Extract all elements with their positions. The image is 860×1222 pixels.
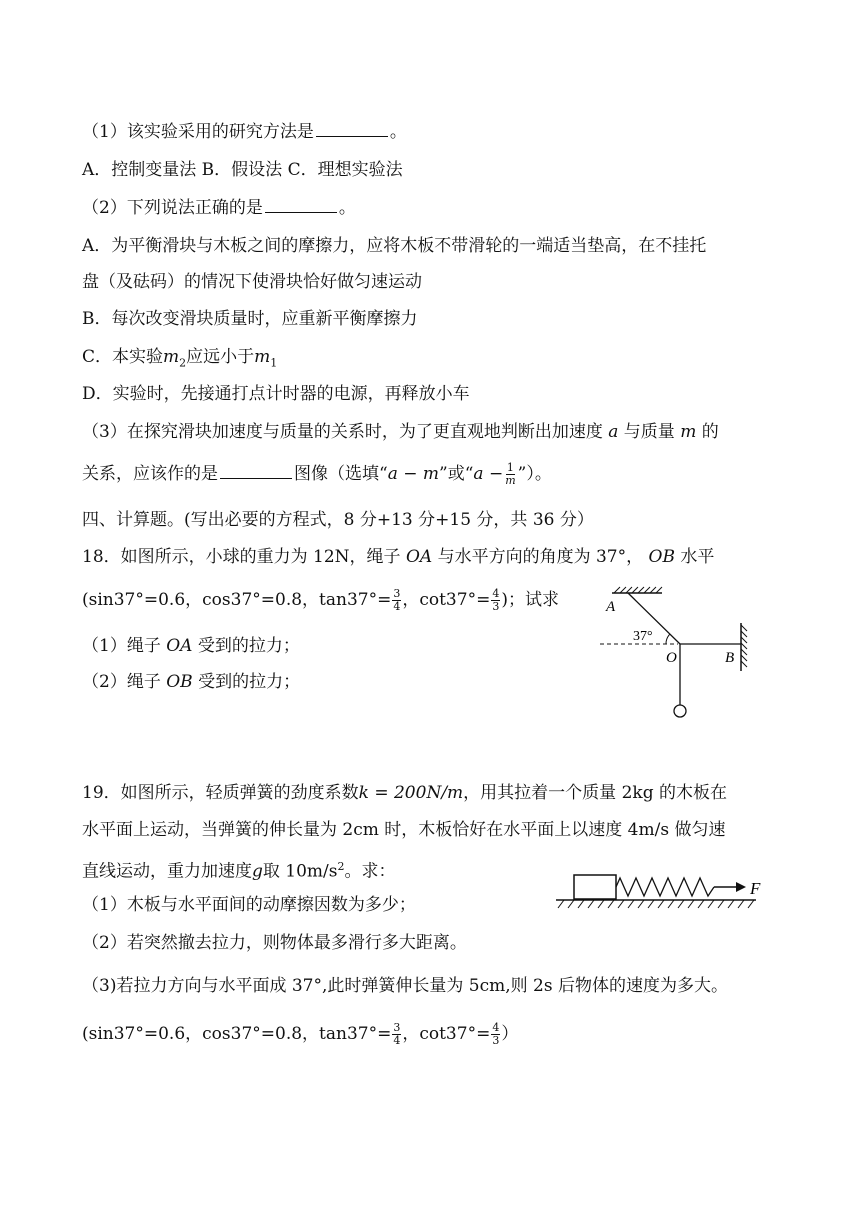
- numerator: 4: [492, 587, 500, 600]
- q3-text: （3）在探究滑块加速度与质量的关系时，为了更直观地判断出加速度: [82, 422, 603, 442]
- p19-trig: [82, 1022, 518, 1047]
- p19-text: 19．如图所示，轻质弹簧的劲度系数: [82, 783, 359, 803]
- q1-stem-text: （1）该实验采用的研究方法是: [82, 122, 314, 142]
- fraction-4-3: [491, 1022, 500, 1047]
- wall-hatch: [741, 625, 747, 667]
- q2-option-d: D．实验时，先接通打点计时器的电源，再释放小车: [82, 384, 470, 404]
- p18-sub1: [82, 634, 300, 658]
- ceiling-hatch: [614, 587, 662, 593]
- p19-line3: [82, 855, 396, 884]
- ball: [674, 705, 686, 717]
- q2-stem-end: 。: [338, 198, 356, 218]
- answer-blank[interactable]: [265, 196, 337, 213]
- numerator: 1: [506, 461, 514, 474]
- angle-arc: [666, 634, 670, 644]
- denominator: 4: [393, 1034, 401, 1047]
- q1-stem: [82, 120, 407, 144]
- q3-text: 与质量: [623, 422, 675, 442]
- math-oa: OA: [166, 636, 193, 656]
- numerator: 3: [393, 587, 401, 600]
- math-a: a: [608, 422, 619, 442]
- p18-text: 受到的拉力；: [197, 636, 300, 656]
- fraction-1-over-m: [504, 462, 516, 487]
- fraction-3-4: [392, 588, 401, 613]
- q2-option-c-text: C．本实验: [82, 347, 164, 367]
- arrow-head: [736, 882, 746, 892]
- math-ob: OB: [166, 672, 193, 692]
- q2-stem: [82, 196, 356, 220]
- label-b: B: [725, 650, 735, 666]
- q3-text: 的: [701, 422, 719, 442]
- p19-text: 10m/s: [285, 861, 338, 882]
- ground-hatch: [558, 900, 754, 908]
- p19-text: (sin37°=0.6，cos37°=0.8，tan37°=: [82, 1024, 392, 1044]
- q3-line1: [82, 420, 719, 444]
- p18-trig: [82, 588, 559, 613]
- p18-text: 水平: [680, 547, 715, 567]
- q1-options: A．控制变量法 B．假设法 C．理想实验法: [82, 160, 403, 180]
- p19-sub3: （3)若拉力方向与水平面成 37°,此时弹簧伸长量为 5cm,则 2s 后物体的速度为多大。: [82, 976, 728, 996]
- denominator: 4: [393, 600, 401, 613]
- p19-text: 直线运动，重力加速度: [82, 861, 252, 882]
- superscript: 2: [337, 860, 345, 873]
- q3-text: 图像（选填“: [294, 464, 388, 484]
- p18-text: 与水平方向的角度为 37°，: [437, 547, 644, 567]
- p19-line2: 水平面上运动，当弹簧的伸长量为 2cm 时，木板恰好在水平面上以速度 4m/s 做匀速: [82, 820, 726, 840]
- math-oa: OA: [405, 547, 433, 567]
- p18-text: 18．如图所示，小球的重力为 12N，绳子: [82, 547, 401, 567]
- p19-line1: [82, 781, 727, 805]
- denominator: 3: [492, 600, 500, 613]
- p18-text: 受到的拉力；: [198, 672, 301, 692]
- q2-option-a-line2: 盘（及砝码）的情况下使滑块恰好做匀速运动: [82, 272, 422, 292]
- q3-text: ”）。: [517, 464, 552, 484]
- p18-text: (sin37°=0.6，cos37°=0.8，tan37°=: [82, 590, 392, 610]
- q3-text: 关系，应该作的是: [82, 464, 218, 484]
- q2-option-a-line1: A．为平衡滑块与木板之间的摩擦力，应将木板不带滑轮的一端适当垫高，在不挂托: [82, 236, 707, 256]
- answer-blank[interactable]: [220, 462, 292, 479]
- p19-text: ，用其拉着一个质量 2kg 的木板在: [463, 783, 727, 803]
- answer-blank[interactable]: [316, 120, 388, 137]
- p18-text: ，cot37°=: [402, 590, 491, 610]
- q2-option-c: [82, 345, 277, 375]
- numerator: 4: [492, 1021, 500, 1034]
- section-heading: 四、计算题。(写出必要的方程式，8 分+13 分+15 分，共 36 分）: [82, 510, 594, 530]
- math-m: m: [163, 347, 180, 367]
- q3-line2: [82, 462, 552, 487]
- rope-diagram: [590, 585, 770, 725]
- math-g: g: [252, 861, 263, 882]
- p18-text: （1）绳子: [82, 636, 161, 656]
- q1-stem-end: 。: [389, 122, 407, 142]
- p18-line1: [82, 545, 714, 569]
- p19-text: 。求：: [344, 861, 396, 882]
- option-a-m: a − m: [387, 464, 440, 484]
- label-a: A: [606, 599, 616, 615]
- block: [574, 875, 616, 899]
- subscript: 2: [179, 356, 187, 370]
- spring: [616, 878, 714, 896]
- math-k: k = 200N/m: [358, 783, 464, 803]
- p19-text: 取: [262, 861, 280, 882]
- p18-text: )；试求: [501, 590, 559, 610]
- p19-text: ）: [501, 1024, 519, 1044]
- p19-sub2: （2）若突然撤去拉力，则物体最多滑行多大距离。: [82, 933, 467, 953]
- label-f: F: [750, 879, 761, 898]
- label-angle: 37°: [633, 629, 653, 644]
- p18-sub2: [82, 670, 300, 694]
- p19-sub1: （1）木板与水平面间的动摩擦因数为多少；: [82, 895, 416, 915]
- q2-option-b: B．每次改变滑块质量时，应重新平衡摩擦力: [82, 309, 418, 329]
- math-m: m: [254, 347, 271, 367]
- numerator: 3: [393, 1021, 401, 1034]
- p18-text: （2）绳子: [82, 672, 161, 692]
- denominator: 3: [492, 1034, 500, 1047]
- math-m: m: [680, 422, 697, 442]
- q2-option-c-text: 应远小于: [186, 347, 255, 367]
- label-o: O: [666, 650, 677, 666]
- fraction-3-4: [392, 1022, 401, 1047]
- math-ob: OB: [648, 547, 675, 567]
- p19-text: ，cot37°=: [402, 1024, 491, 1044]
- fraction-4-3: [491, 588, 500, 613]
- option-a-1-over-m: a −: [473, 464, 504, 484]
- denominator: m: [505, 474, 516, 487]
- q3-text: ”或“: [439, 464, 474, 484]
- spring-block-diagram: [550, 870, 775, 910]
- subscript: 1: [270, 356, 278, 370]
- q2-stem-text: （2）下列说法正确的是: [82, 198, 263, 218]
